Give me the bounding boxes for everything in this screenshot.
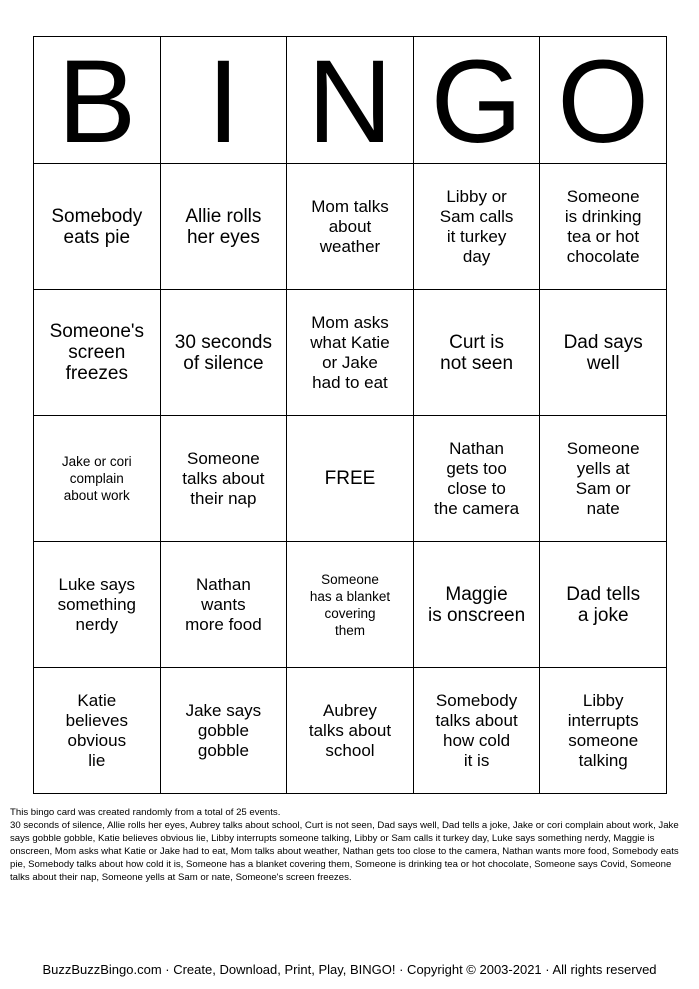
bingo-cell xyxy=(287,164,414,290)
card-intro-text: This bingo card was created randomly from a total of 25 events. xyxy=(10,807,281,818)
bingo-cell-text: Nathan wants more food xyxy=(185,574,262,634)
bingo-cell xyxy=(540,668,667,794)
bingo-cell-text: Libby interrupts someone talking xyxy=(567,690,639,770)
bingo-cell xyxy=(540,164,667,290)
bingo-cell xyxy=(34,290,161,416)
bingo-cell xyxy=(34,164,161,290)
bingo-cell-text: Mom talks about weather xyxy=(311,196,389,256)
bingo-cell-text: Maggie is onscreen xyxy=(427,583,526,626)
bingo-header-row xyxy=(34,37,667,164)
bingo-cell-text: Somebody talks about how cold it is xyxy=(435,690,518,770)
bingo-row xyxy=(34,164,667,290)
header-letter-n: N xyxy=(287,37,414,164)
free-space-cell xyxy=(287,416,414,542)
bingo-cell xyxy=(160,542,287,668)
bingo-cell-text: Someone's screen freezes xyxy=(49,321,145,384)
bingo-cell xyxy=(34,416,161,542)
bingo-cell-text: Someone yells at Sam or nate xyxy=(566,438,640,518)
bingo-cell-text: Aubrey talks about school xyxy=(308,700,392,760)
bingo-cell xyxy=(287,542,414,668)
bingo-row xyxy=(34,290,667,416)
bingo-cell xyxy=(413,290,540,416)
bingo-cell xyxy=(540,290,667,416)
bingo-row xyxy=(34,416,667,542)
bingo-cell-text: Curt is not seen xyxy=(440,331,514,374)
header-letter-o: O xyxy=(540,37,667,164)
bingo-cell xyxy=(413,164,540,290)
bingo-cell xyxy=(287,668,414,794)
bingo-cell-text: Jake or cori complain about work xyxy=(61,454,132,503)
bingo-cell xyxy=(160,290,287,416)
header-letter-i: I xyxy=(160,37,287,164)
bingo-cell-text: Somebody eats pie xyxy=(51,205,143,248)
bingo-row xyxy=(34,542,667,668)
bingo-cell-text: Nathan gets too close to the camera xyxy=(434,438,520,518)
bingo-cell xyxy=(34,668,161,794)
bingo-cell xyxy=(160,416,287,542)
bingo-cell-text: Allie rolls her eyes xyxy=(185,205,262,248)
card-description xyxy=(10,806,690,884)
free-space-text: FREE xyxy=(324,468,376,489)
bingo-cell xyxy=(413,416,540,542)
bingo-cell-text: 30 seconds of silence xyxy=(174,331,272,374)
bingo-row xyxy=(34,668,667,794)
bingo-cell-text: Dad says well xyxy=(563,331,643,374)
header-letter-g: G xyxy=(413,37,540,164)
bingo-cell xyxy=(34,542,161,668)
bingo-cell-text: Someone has a blanket covering them xyxy=(309,571,391,638)
bingo-cell xyxy=(413,668,540,794)
events-list-text: 30 seconds of silence, Allie rolls her eyes, Aubrey talks about school, Curt is not seen, Dad says well, Dad tells a joke, Jake or cori complain about work, Jake says gobble gobble, Katie believes obvious lie, Libby interrupts someone talking, Libby or Sam calls it turkey day, Luke says something nerdy, Maggie is onscreen, Mom asks what Katie or Jake had to eat, Mom talks about weather, Nathan gets too close to the camera, Nathan wants more food, Somebody eats pie, Somebody talks about how cold it is, Someone has a blanket covering them, Someone is drinking tea or hot chocolate, Someone says Covid, Someone talks about their nap, Someone yells at Sam or nate, Someone's screen freezes. xyxy=(10,820,679,883)
header-letter-b: B xyxy=(34,37,161,164)
bingo-cell-text: Someone is drinking tea or hot chocolate xyxy=(564,186,642,266)
bingo-cell-text: Katie believes obvious lie xyxy=(65,690,128,770)
bingo-cell-text: Mom asks what Katie or Jake had to eat xyxy=(310,312,390,392)
site-credit: BuzzBuzzBingo.com · Create, Download, Print, Play, BINGO! · Copyright © 2003-2021 · All rights reserved xyxy=(42,962,657,977)
bingo-cell-text: Someone talks about their nap xyxy=(182,448,265,508)
bingo-cell xyxy=(540,542,667,668)
bingo-card xyxy=(33,36,667,796)
bingo-grid xyxy=(33,36,667,794)
bingo-cell-text: Dad tells a joke xyxy=(566,583,641,626)
bingo-cell xyxy=(160,164,287,290)
bingo-cell-text: Libby or Sam calls it turkey day xyxy=(439,186,514,266)
bingo-cell-text: Luke says something nerdy xyxy=(57,574,137,634)
bingo-cell-text: Jake says gobble gobble xyxy=(185,700,262,760)
bingo-cell xyxy=(413,542,540,668)
bingo-cell xyxy=(160,668,287,794)
bingo-cell xyxy=(540,416,667,542)
bingo-cell xyxy=(287,290,414,416)
